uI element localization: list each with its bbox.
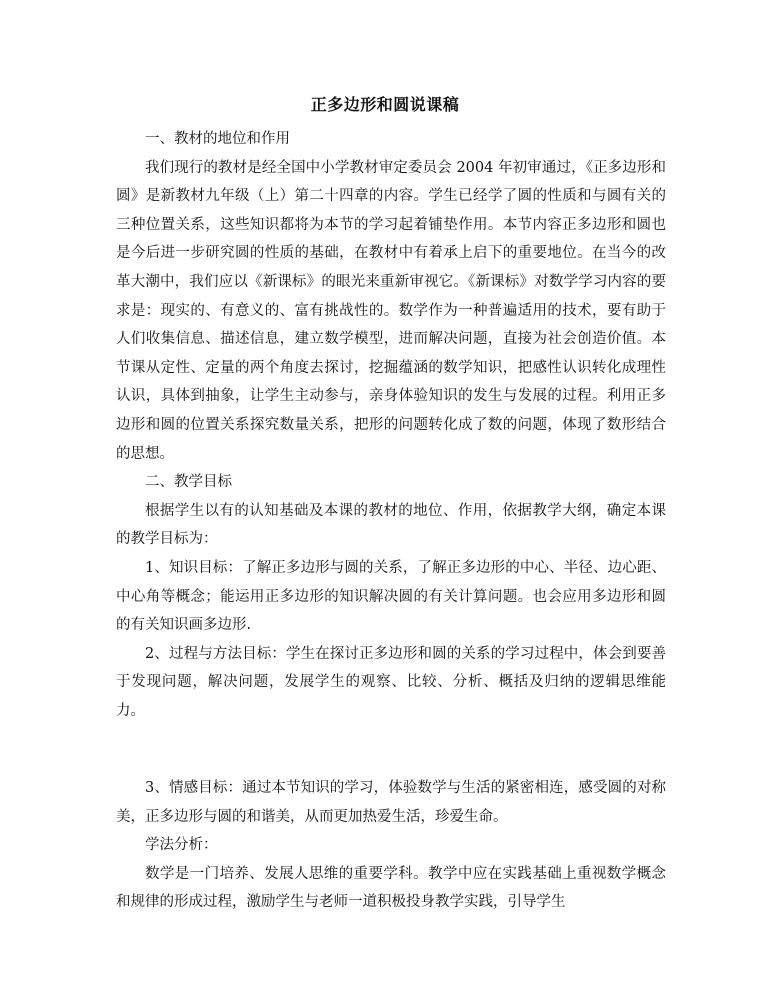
paragraph-emotion-goal: 3、情感目标：通过本节知识的学习，体验数学与生活的紧密相连，感受圆的对称美，正多边形与圆的和谐美，从而更加热爱生活，珍爱生命。 [116,780,666,825]
body-upper [116,125,666,725]
section-heading-learning-method: 学法分析： [145,837,218,854]
document-title: 正多边形和圆说课稿 [310,95,460,114]
paragraph-process-goal: 2、过程与方法目标：学生在探讨正多边形和圆的关系的学习过程中，体会到要善于发现问题，解决问题，发展学生的观察、比较、分析、概括及归纳的逻辑思维能力。 [116,645,666,719]
body-lower [116,774,666,917]
paragraph-objectives-intro: 根据学生以有的认知基础及本课的教材的地位、作用，依据教学大纲，确定本课的教学目标为： [116,502,666,548]
section-heading-1: 一、教材的地位和作用 [145,131,290,147]
paragraph-learning-method: 数学是一门培养、发展人思维的重要学科。教学中应在实践基础上重视数学概念和规律的形成过程，激励学生与老师一道积极投身教学实践，引导学生 [116,865,666,911]
section-heading-2: 二、教学目标 [145,474,232,491]
paragraph-knowledge-goal: 1、知识目标：了解正多边形与圆的关系，了解正多边形的中心、半径、边心距、中心角等概念；能运用正多边形的知识解决圆的有关计算问题。也会应用多边形和圆的有关知识画多边形. [116,559,666,634]
paragraph-textbook-role: 我们现行的教材是经全国中小学教材审定委员会 2004 年初审通过，《正多边形和圆》是新教材九年级（上）第二十四章的内容。学生已经学了圆的性质和与圆有关的三种位置关系，这些知识都将为本节的学习起着铺垫作用。本节内容正多边形和圆也是今后进一步研究圆的性质的基础，在教材中有着承上启下的重要地位。在当今的改革大潮中，我们应以《新课标》的眼光来重新审视它。《新课标》对数学学习内容的要求是：现实的、有意义的、富有挑战性的。数学作为一种普遍适用的技术，要有助于人们收集信息、描述信息，建立数学模型，进而解决问题，直接为社会创造价值。本节课从定性、定量的两个角度去探讨，挖掘蕴涵的数学知识，把感性认识转化成理性认识，具体到抽象，让学生主动参与，亲身体验知识的发生与发展的过程。利用正多边形和圆的位置关系探究数量关系，把形的问题转化成了数的问题，体现了数形结合的思想。 [116,159,666,462]
